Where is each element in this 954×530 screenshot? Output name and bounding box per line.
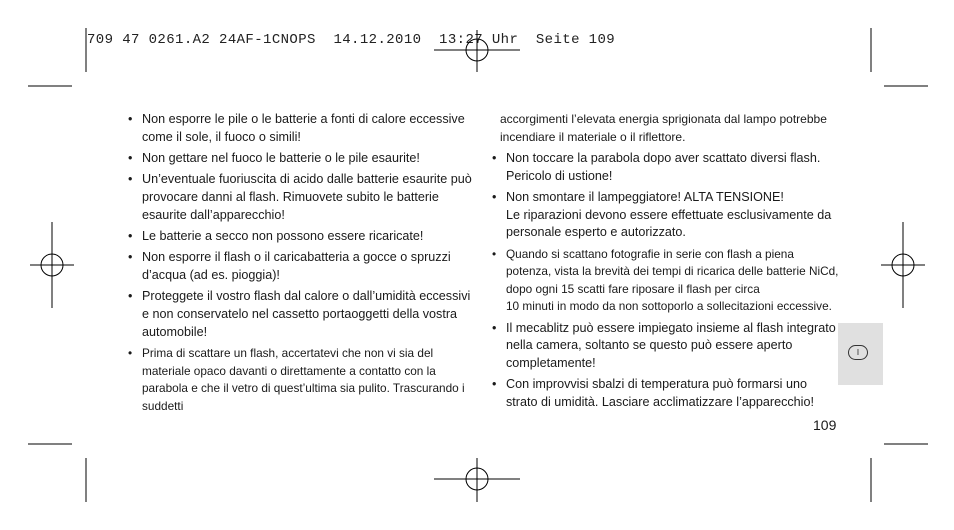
bullet: •: [128, 150, 133, 165]
left-column: [126, 111, 476, 419]
bullet: •: [128, 228, 133, 243]
list-item-text: Non gettare nel fuoco le batterie o le pile esaurite!: [142, 150, 420, 165]
bullet: •: [492, 320, 497, 335]
list-item-text: Le batterie a secco non possono essere ricaricate!: [142, 228, 424, 243]
list-item-subtext: Le riparazioni devono essere effettuate esclusivamente da personale esperto e autorizzato.: [506, 207, 832, 240]
list-item-text: Non esporre il flash o il caricabatteria a gocce o spruzzi d’acqua (ad es. pioggia)!: [142, 250, 451, 282]
list-item-text: Prima di scattare un flash, accertatevi che non vi sia del materiale opaco davanti o direttamente a contatto con la parabola e che il vetro di quest’ultima sia pulito. Trascurando i suddetti: [142, 345, 465, 413]
list-item: [126, 111, 476, 146]
list-item-text: Non esporre le pile o le batterie a fonti di calore eccessive come il sole, il fuoco o simili!: [142, 112, 465, 144]
list-item: [490, 189, 840, 242]
bullet: •: [492, 150, 497, 165]
bullet: •: [128, 172, 133, 187]
bullet: •: [128, 345, 133, 360]
bullet: •: [128, 250, 133, 265]
list-item: [126, 288, 476, 341]
list-item: [126, 345, 476, 415]
bullet: •: [492, 189, 497, 204]
bullet: •: [492, 246, 497, 261]
right-column: [490, 111, 840, 415]
list-item-text: Non toccare la parabola dopo aver scattato diversi flash. Pericolo di ustione!: [506, 150, 821, 183]
list-item: [126, 171, 476, 224]
list-item-text: Quando si scattano fotografie in serie con flash a piena potenza, vista la brevità dei tempi di ricarica delle batterie NiCd, dopo ogni 15 scatti fare riposare il flash per circa: [506, 246, 839, 296]
list-item: [490, 246, 840, 316]
list-item-text: Un’eventuale fuoriuscita di acido dalle batterie esaurite può provocare danni al flash. Rimuovete subito le batterie esaurite dall’apparecchio!: [142, 172, 472, 222]
language-tab-label: I: [848, 345, 868, 360]
list-item: [490, 376, 840, 411]
bullet: •: [128, 112, 133, 126]
page-number: 109: [813, 417, 837, 433]
bullet: •: [128, 289, 133, 304]
list-item: [126, 228, 476, 246]
print-header: 709 47 0261.A2 24AF-1CNOPS 14.12.2010 13:27 Uhr Seite 109: [87, 32, 616, 48]
list-item-text: Proteggete il vostro flash dal calore o dall’umidità eccessivi e non conservatelo nel cassetto portaoggetti della vostra automobile!: [142, 289, 471, 339]
list-item-text: Con improvvisi sbalzi di temperatura può formarsi uno strato di umidità. Lasciare acclimatizzare l’apparecchio!: [506, 377, 814, 409]
continuation-text: accorgimenti l’elevata energia sprigionata dal lampo potrebbe incendiare il materiale o il riflettore.: [500, 112, 827, 144]
list-item: [126, 249, 476, 284]
bullet: •: [492, 377, 497, 392]
list-item: [490, 150, 840, 185]
list-item-text: Non smontare il lampeggiatore! ALTA TENSIONE!: [506, 189, 784, 204]
list-item-subtext: 10 minuti in modo da non sottoporlo a sollecitazioni eccessive.: [506, 299, 832, 314]
language-tab: [838, 323, 883, 385]
list-item: [126, 150, 476, 168]
list-item: [490, 320, 840, 373]
list-item-text: Il mecablitz può essere impiegato insieme al flash integrato nella camera, soltanto se questo può essere aperto completamente!: [506, 320, 836, 370]
